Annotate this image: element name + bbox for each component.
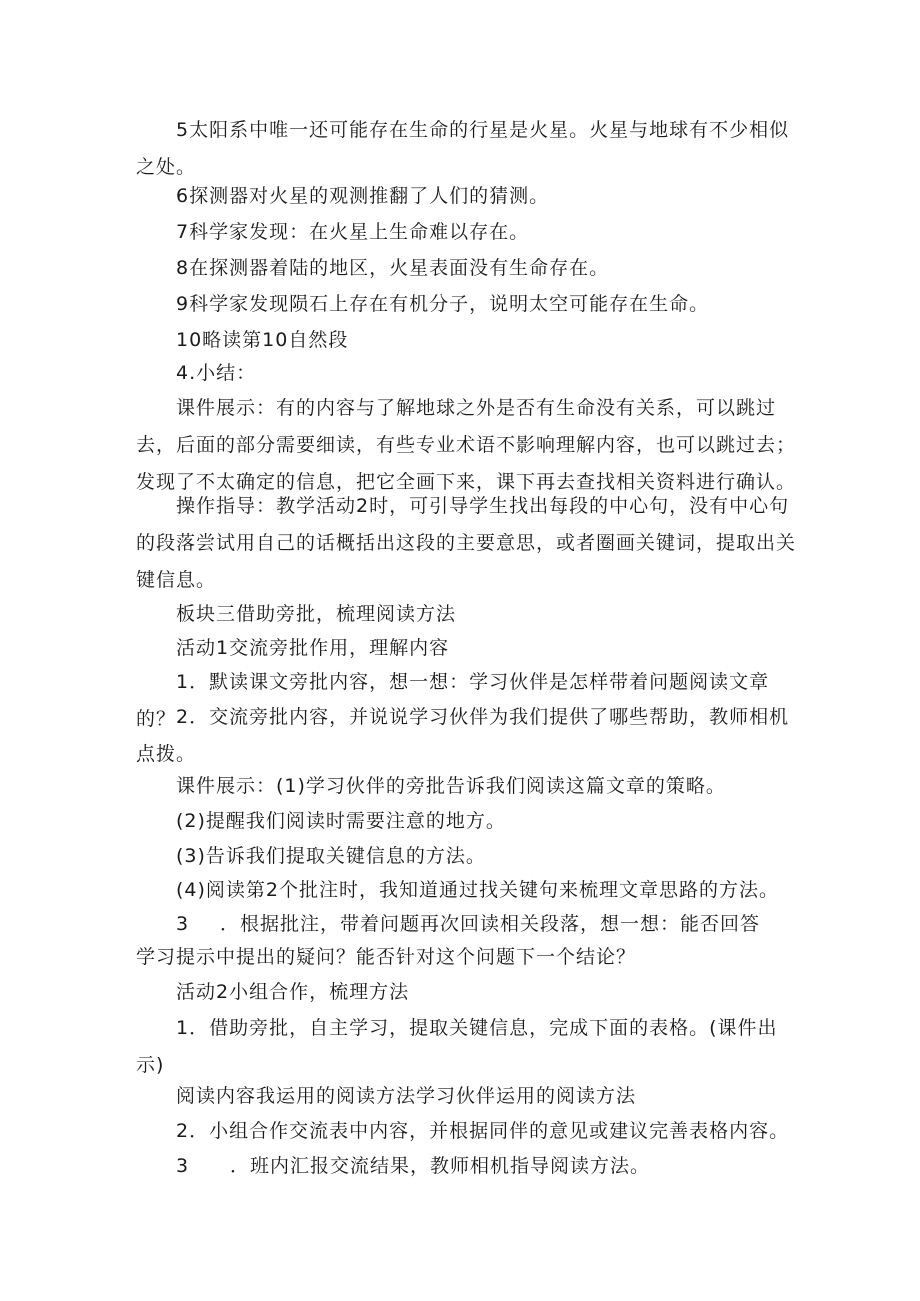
activity-one-step-2: 2．交流旁批内容，并说说学习伙伴为我们提供了哪些帮助，教师相机点拨。 [136, 706, 790, 765]
activity-one-step-3-line-2: 学习提示中提出的疑问？能否针对这个问题下一个结论？ [136, 946, 637, 968]
table-header-text: 阅读内容我运用的阅读方法学习伙伴运用的阅读方法 [176, 1085, 637, 1107]
operation-guide-paragraph: 操作指导：教学活动2时，可引导学生找出每段的中心句，没有中心句的段落尝试用自己的话概括出这段的主要意思，或者圈画关键词，提取出关键信息。 [136, 495, 797, 591]
paragraph-7: 7科学家发现：在火星上生命难以存在。 [176, 221, 530, 243]
paragraph-10: 10略读第10自然段 [176, 329, 349, 351]
courseware-display-list-3: (3)告诉我们提取关键信息的方法。 [176, 845, 486, 867]
step-text: ．班内汇报交流结果，教师相机指导阅读方法。 [230, 1155, 651, 1177]
courseware-display-list-4: (4)阅读第2个批注时，我知道通过找关键句来梳理文章思路的方法。 [176, 879, 780, 901]
paragraph-9: 9科学家发现陨石上存在有机分子，说明太空可能存在生命。 [176, 293, 710, 315]
activity-two-step-1: 1．借助旁批，自主学习，提取关键信息，完成下面的表格。(课件出示) [136, 1017, 778, 1076]
courseware-display-list-1: 课件展示：(1)学习伙伴的旁批告诉我们阅读这篇文章的策略。 [176, 775, 726, 797]
step-number: 3 [176, 1155, 190, 1177]
paragraph-8: 8在探测器着陆的地区，火星表面没有生命存在。 [176, 257, 610, 279]
activity-two-step-2: 2．小组合作交流表中内容，并根据同伴的意见或建议完善表格内容。 [176, 1120, 790, 1142]
paragraph-6: 6探测器对火星的观测推翻了人们的猜测。 [176, 185, 550, 207]
activity-two-step-3 [176, 1148, 650, 1185]
activity-one-heading: 活动1交流旁批作用，理解内容 [176, 637, 450, 659]
courseware-display-list-2: (2)提醒我们阅读时需要注意的地方。 [176, 810, 506, 832]
step-number: 3 [176, 913, 190, 935]
step-text: ．根据批注，带着问题再次回读相关段落，想一想：能否回答 [220, 913, 761, 935]
courseware-display-paragraph: 课件展示：有的内容与了解地球之外是否有生命没有关系，可以跳过去，后面的部分需要细读，有些专业术语不影响理解内容，也可以跳过去；发现了不太确定的信息，把它全画下来，课下再去查找相关资料进行确认。 [136, 397, 797, 493]
activity-one-step-3-line-1 [176, 906, 760, 943]
paragraph-5: 5太阳系中唯一还可能存在生命的行星是火星。火星与地球有不少相似之处。 [136, 119, 790, 178]
activity-one-step-1: 1．默读课文旁批内容，想一想：学习伙伴是怎样带着问题阅读文章的？ [136, 671, 770, 730]
summary-heading: 4.小结： [176, 362, 257, 384]
section-three-heading: 板块三借助旁批，梳理阅读方法 [176, 603, 457, 625]
activity-two-heading: 活动2小组合作，梳理方法 [176, 981, 410, 1003]
